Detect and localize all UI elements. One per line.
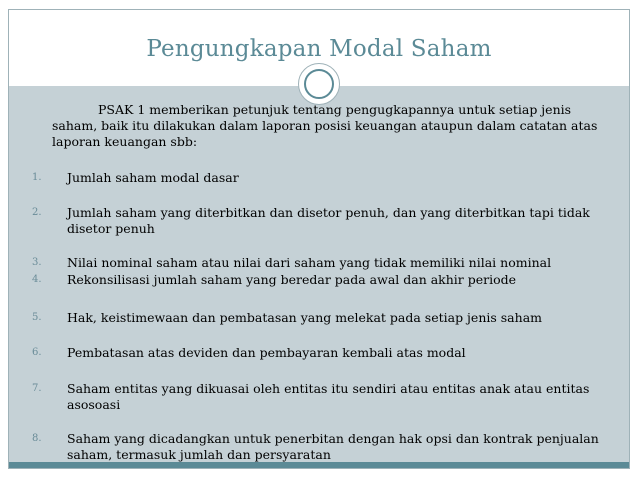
intro-paragraph [52,102,612,150]
list-item-number: 8. [32,433,42,444]
list-item-number: 6. [32,347,42,358]
list-item-text: Saham entitas yang dikuasai oleh entitas itu sendiri atau entitas anak atau entitas asosoasi [67,381,590,412]
list-item-text: Hak, keistimewaan dan pembatasan yang melekat pada setiap jenis saham [67,310,542,325]
list-item-text: Saham yang dicadangkan untuk penerbitan dengan hak opsi dan kontrak penjualan saham, termasuk jumlah dan persyaratan [67,431,599,462]
list-item-text: Nilai nominal saham atau nilai dari saham yang tidak memiliki nilai nominal [67,255,552,270]
list-item-number: 3. [32,257,42,268]
intro-text: PSAK 1 memberikan petunjuk tentang pengugkapannya untuk setiap jenis saham, baik itu dilakukan dalam laporan posisi keuangan ataupun dalam catatan atas laporan keuangan sbb: [52,102,598,149]
list-item-text: Jumlah saham yang diterbitkan dan disetor penuh, dan yang diterbitkan tapi tidak disetor penuh [67,205,590,236]
list-item-number: 4. [32,274,42,285]
slide-title: Pengungkapan Modal Saham [146,36,492,62]
list-item-text: Rekonsilisasi jumlah saham yang beredar pada awal dan akhir periode [67,272,517,287]
list-item-number: 2. [32,207,42,218]
list-item-text: Jumlah saham modal dasar [67,170,239,185]
list-item-text: Pembatasan atas deviden dan pembayaran kembali atas modal [67,345,466,360]
list-item-number: 5. [32,312,42,323]
list-item-number: 1. [32,172,42,183]
list-item-number: 7. [32,383,42,394]
